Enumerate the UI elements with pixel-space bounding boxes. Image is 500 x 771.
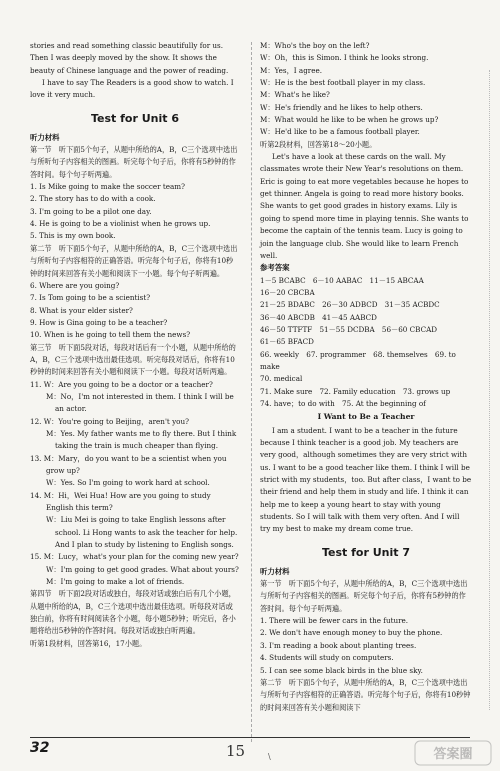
answer-line: 74. have；to do with 75. At the beginning of [260, 398, 426, 408]
unit6-title: Test for Unit 6 [90, 111, 179, 125]
listening-heading: 听力材料 [260, 566, 290, 576]
essay-title: I Want to Be a Teacher [317, 412, 415, 422]
dialog-line: W：Liu Mei is going to take English lessons after school. Li Hong wants to ask the teacher for help. And I plan to study by listening to English songs. [46, 515, 238, 550]
dialog-line: W：He is the best football player in my class. [260, 78, 426, 88]
dialog-line: 15. M：Lucy，what's your plan for the coming new year? [30, 552, 239, 562]
dialog-line: 11. W：Are you going to be a doctor or a teacher? [30, 379, 213, 389]
dialog-line: W：He's friendly and he likes to help others. [260, 102, 423, 112]
question-item: 5. This is my own book. [30, 231, 116, 241]
footer-rule [30, 737, 470, 738]
question-item: 4. He is going to be a violinist when he grows up. [30, 219, 211, 229]
page-number: 32 [30, 740, 50, 756]
question-item: 4. Students will study on computers. [260, 653, 394, 663]
section1-instructions: 第一节 听下面5个句子，从题中所给的A，B，C三个选项中选出与所听句子内容相关的图画。听完每个句子后，你将有5秒钟的作答时间。每个句子听两遍。 [30, 145, 238, 179]
question-item: 2. The story has to do with a cook. [30, 194, 156, 204]
question-item: 9. How is Gina going to be a teacher? [30, 317, 168, 327]
question-item: 2. We don't have enough money to buy the phone. [260, 628, 443, 638]
dialog-line: W：Oh，this is Simon. I think he looks strong. [260, 53, 429, 63]
question-item: 5. I can see some black birds in the blue sky. [260, 665, 423, 675]
answer-line: 1－5 BCABC 6－10 AABAC 11－15 ABCAA [260, 275, 424, 285]
answer-line: 46－50 TTFTF 51－55 DCDBA 56－60 CBCAD [260, 324, 438, 334]
dialog-line: W：He'd like to be a famous football player. [260, 127, 420, 137]
answers-heading: 参考答案 [260, 263, 290, 273]
section4-instructions: 第四节 听下面2段对话或独白，每段对话或独白后有几个小题，从题中所给的A，B，C三个选项中选出最佳选项。听每段对话或独白前，你将有时间阅读各个小题，每小题5秒钟；听完后，各小题将给出5秒钟的作答时间。每段对话或独白听两遍。 [30, 589, 236, 636]
answer-line: 36－40 ABCDB 41－45 AABCD [260, 312, 377, 322]
dialog-line: M：Yes，I agree. [260, 65, 323, 75]
material-note: 听第2段材料，回答第18～20小题。 [260, 139, 377, 149]
answer-line: 61－65 BFACD [260, 337, 314, 347]
question-item: 1. There will be fewer cars in the future. [260, 616, 409, 626]
answer-line: 71. Make sure 72. Family education 73. grows up [260, 386, 451, 396]
handwritten-mark: 15 [226, 742, 246, 760]
section3-instructions: 第三节 听下面5段对话，每段对话后有一个小题，从题中所给的A，B，C三个选项中选出最佳选项。听完每段对话后，你将有10秒钟的时间来回答有关小题和阅读下一小题。每段对话听两遍。 [30, 342, 236, 377]
sample-essay: I am a student. I want to be a teacher in the future because I think teacher is a good job. My teachers are very good，although sometimes they are very strict with us. I want to be a good teacher like them. I think I will be strict with my students，too. But after class，I want to be their friend and help them in study and life. I think it can help me to keep a young heart to stay with young students. So I will talk with them very often. And I will try my best to make my dream come true. [260, 425, 472, 534]
unit7-title: Test for Unit 7 [321, 545, 410, 559]
intro-paragraph: stories and read something classic beautifully for us. Then I was deeply moved by the show. It shows the beauty of Chinese language and the power of reading. [30, 41, 229, 75]
question-item: 8. What is your elder sister? [30, 305, 133, 315]
dialog-line: M：Who's the boy on the left? [260, 41, 370, 50]
dialog-line: W：Yes. So I'm going to work hard at school. [46, 478, 210, 488]
question-item: 3. I'm going to be a pilot one day. [30, 206, 152, 216]
listening-heading: 听力材料 [30, 132, 60, 142]
question-item: 10. When is he going to tell them the news? [30, 330, 191, 340]
dialog-line: M：No，I'm not interested in them. I think I will be an actor. [46, 391, 234, 414]
answer-line: 66. weekly 67. programmer 68. themselves 69. to make [260, 349, 456, 371]
left-column [30, 40, 240, 650]
question-item: 3. I'm reading a book about planting trees. [260, 640, 417, 650]
dialog-line: 12. W：You're going to Beijing，aren't you? [30, 416, 189, 426]
watermark-text: 答案圈 [433, 747, 473, 762]
question-item: 7. Is Tom going to be a scientist? [30, 293, 151, 303]
binding-edge [489, 70, 494, 710]
section2-instructions: 第二节 听下面5个句子，从题中所给的A，B，C三个选项中选出与所听句子内容相符的正确答语。听完每个句子后，你将有10秒钟的时间来回答有关小题和阅读下 [260, 677, 471, 712]
pen-tick: \ [268, 752, 271, 761]
dialog-line: M：I'm going to make a lot of friends. [46, 577, 185, 587]
answer-line: 70. medical [260, 374, 303, 384]
dialog-line: 14. M：Hi，Wei Hua! How are you going to study English this term? [30, 490, 211, 513]
question-item: 6. Where are you going? [30, 280, 120, 290]
watermark-logo [414, 738, 492, 768]
dialog-line: M：Yes. My father wants me to fly there. But I think taking the train is much cheaper than flying. [46, 428, 237, 451]
intro-paragraph: I have to say The Readers is a good show to watch. I love it very much. [30, 78, 234, 100]
question-item: 1. Is Mike going to make the soccer team? [30, 182, 185, 192]
listening-passage: Let's have a look at these cards on the wall. My classmates wrote their New Year's resolutions on them. Eric is going to eat more vegetables because he hopes to get thinner. Angela is going to read more history books. She wants to get good grades in history exams. Lily is going to spend more time in playing tennis. She wants to become the captain of the tennis team. Lucy is going to join the language club. She would like to learn French well. [260, 152, 469, 260]
right-column [260, 40, 472, 714]
section2-instructions: 第二节 听下面5个句子，从题中所给的A，B，C三个选项中选出与所听句子内容相符的正确答语。听完每个句子后，你将有10秒钟的时间来回答有关小题和阅读下一小题。每个句子听两遍。 [30, 243, 238, 278]
dialog-line: M：What would he like to be when he grows up? [260, 115, 439, 125]
answer-line: 16－20 CBCBA [260, 287, 315, 297]
section1-instructions: 第一节 听下面5个句子，从题中所给的A，B，C三个选项中选出与所听句子内容相关的图画。听完每个句子后，你将有5秒钟的作答时间。每个句子听两遍。 [260, 579, 468, 613]
column-divider [251, 42, 252, 742]
answer-line: 21－25 BDABC 26－30 ADBCD 31－35 ACBDC [260, 300, 440, 310]
dialog-line: M：What's he like? [260, 90, 330, 100]
dialog-line: 13. M：Mary，do you want to be a scientist when you grow up? [30, 453, 227, 475]
material-note: 听第1段材料，回答第16，17小题。 [30, 638, 147, 648]
dialog-line: W：I'm going to get good grades. What about yours? [46, 564, 239, 574]
